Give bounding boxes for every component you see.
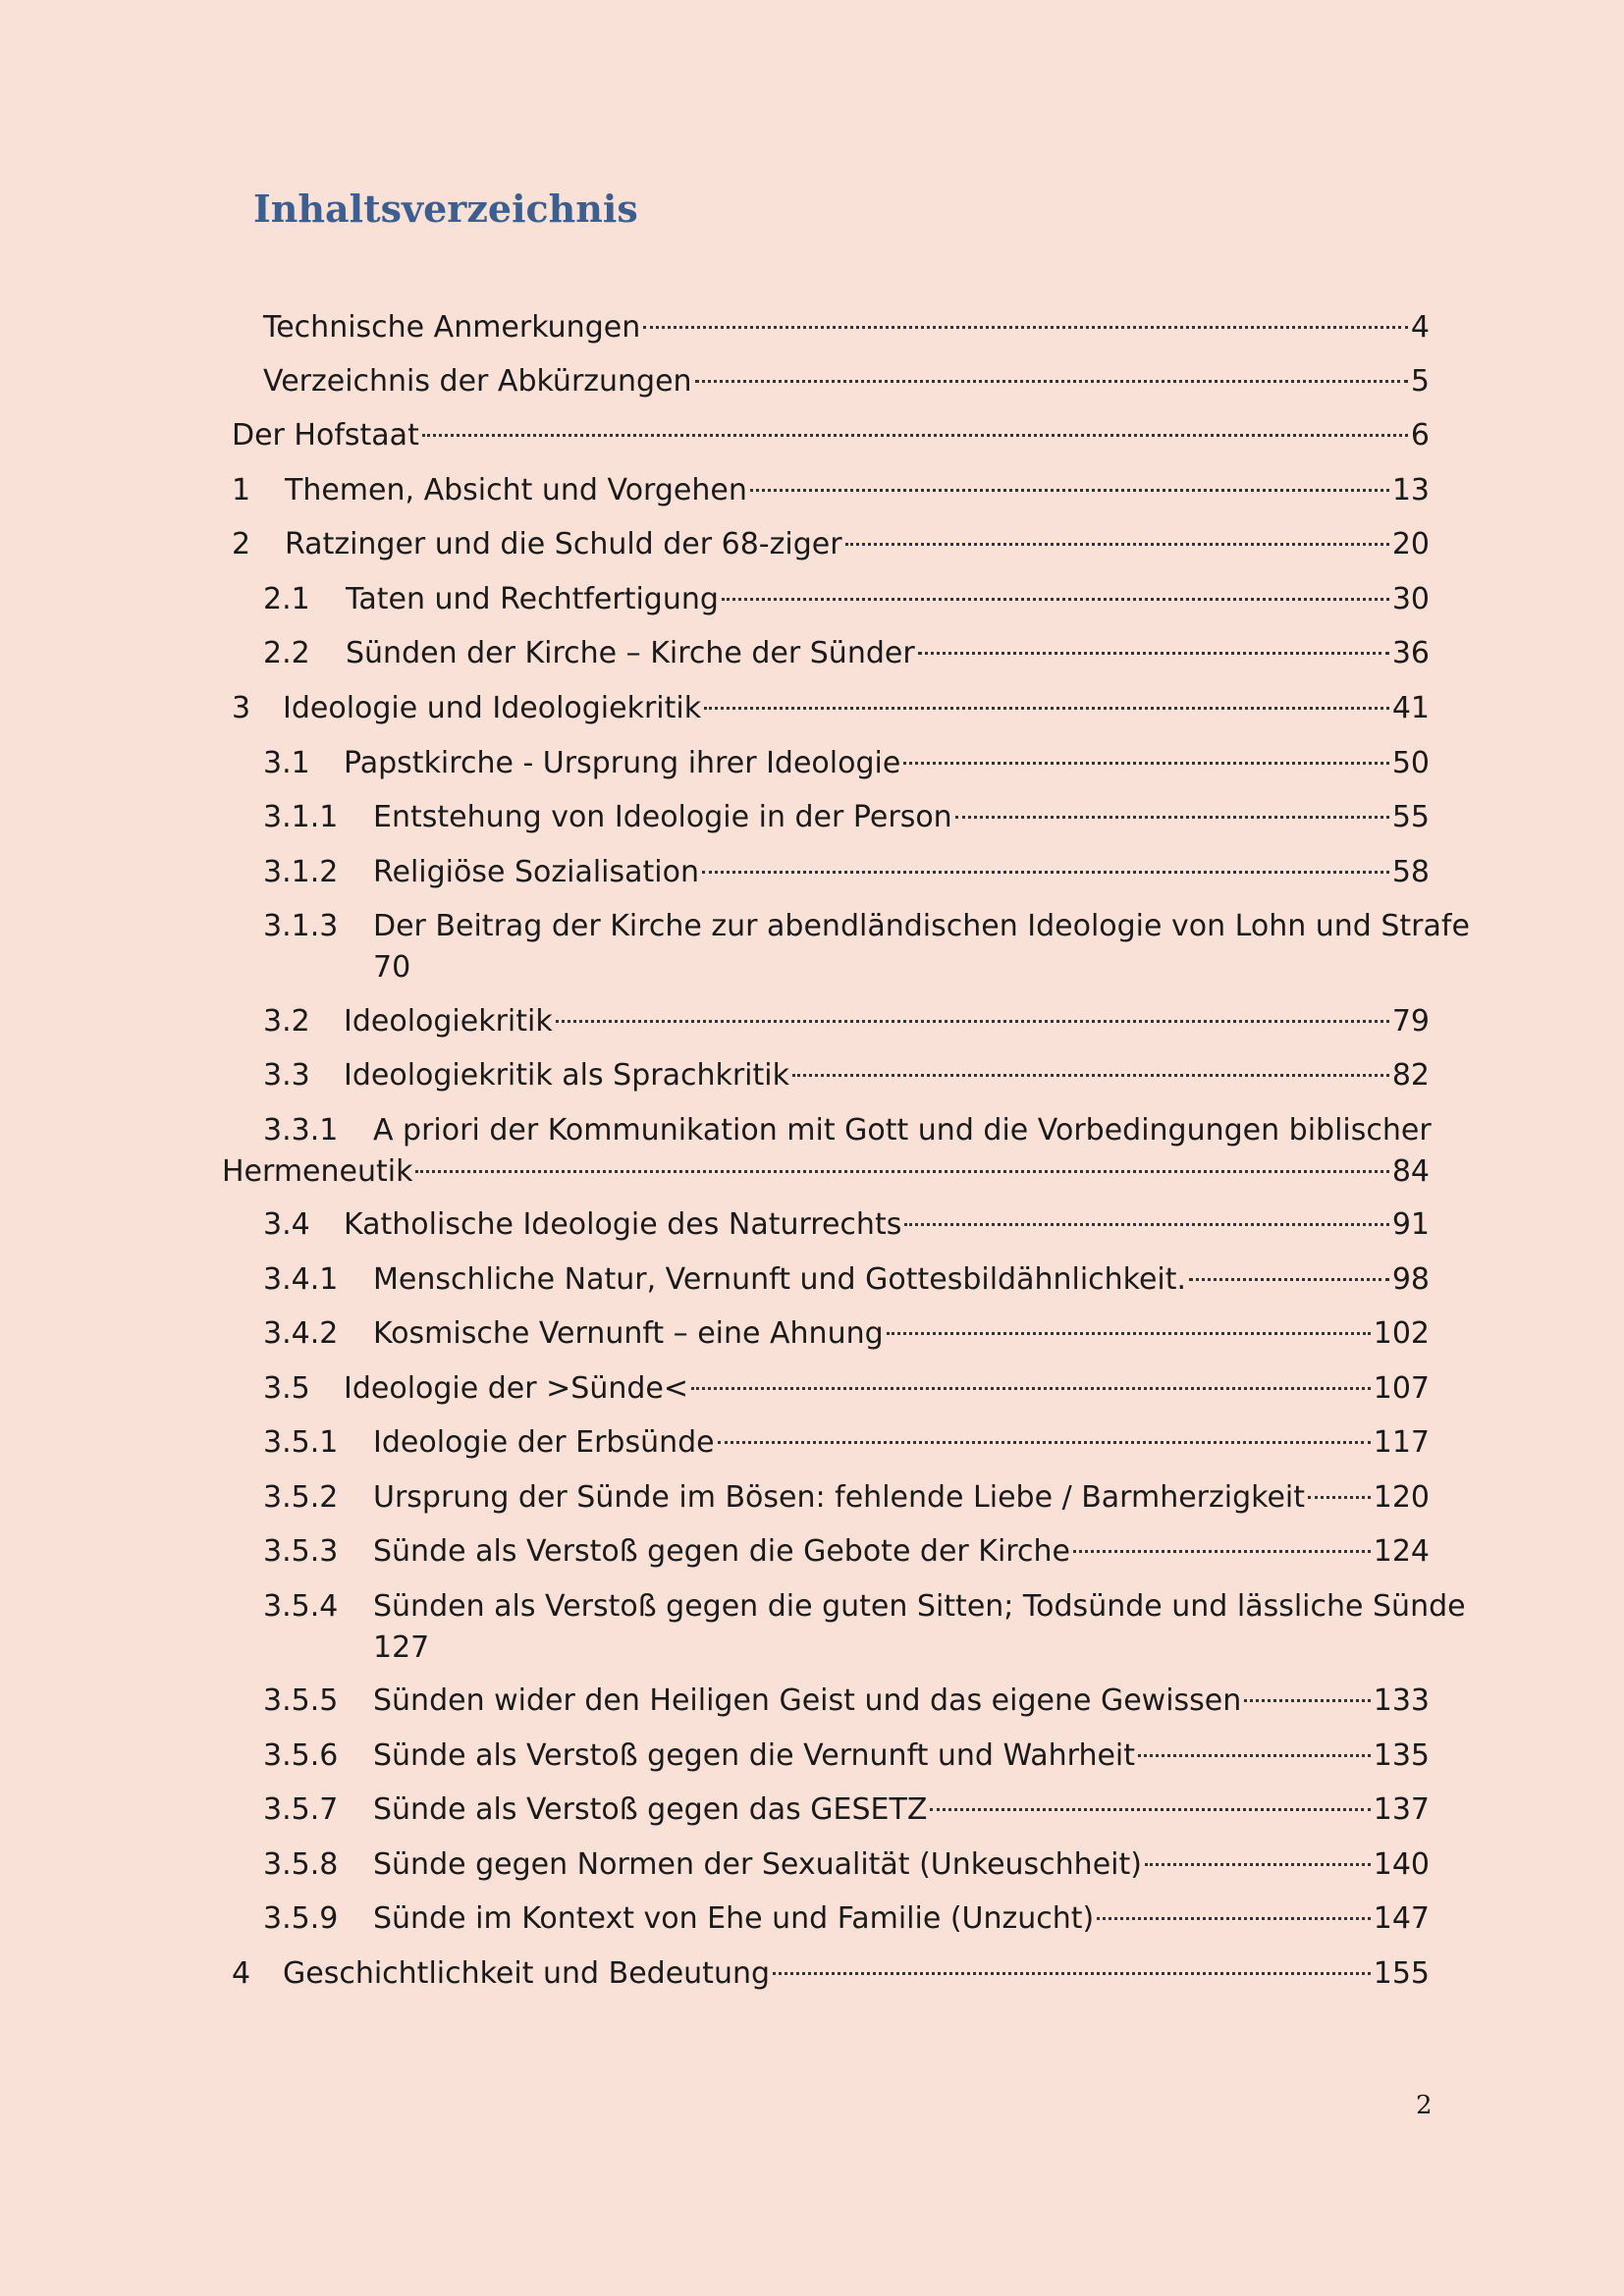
- leader-dots: [773, 1972, 1371, 1975]
- leader-dots: [695, 380, 1408, 383]
- toc-entry-number: 3.3: [263, 1058, 310, 1093]
- toc-entry-page: 6: [1410, 418, 1430, 453]
- toc-entry-text: Ideologie der Erbsünde: [373, 1425, 715, 1460]
- toc-entry-page: 70: [373, 950, 411, 985]
- toc-entry-text: Sünde im Kontext von Ehe und Familie (Unzucht): [373, 1901, 1095, 1936]
- toc-entry[interactable]: [0, 1581, 1624, 1670]
- toc-entry[interactable]: [0, 1105, 1624, 1194]
- toc-entry[interactable]: [0, 574, 1624, 625]
- toc-entry-page: 107: [1373, 1371, 1430, 1406]
- toc-entry-text: Kosmische Vernunft – eine Ahnung: [373, 1316, 884, 1351]
- toc-entry-text: Ideologie und Ideologiekritik: [283, 691, 702, 725]
- toc-entry[interactable]: [0, 356, 1624, 407]
- leader-dots: [1097, 1917, 1370, 1920]
- toc-entry-page: 30: [1391, 582, 1430, 616]
- toc-entry-page: 147: [1373, 1901, 1430, 1936]
- toc-entry-page: 13: [1391, 473, 1430, 507]
- toc-entry[interactable]: [0, 1200, 1624, 1251]
- toc-entry-number: 3.5.5: [263, 1683, 339, 1718]
- toc-entry[interactable]: [0, 410, 1624, 461]
- toc-entry[interactable]: [0, 996, 1624, 1047]
- toc-entry-page: 82: [1391, 1058, 1430, 1093]
- toc-entry[interactable]: [0, 1050, 1624, 1101]
- leader-dots: [955, 816, 1389, 819]
- leader-dots: [887, 1332, 1371, 1335]
- leader-dots: [702, 871, 1389, 874]
- leader-dots: [1138, 1754, 1371, 1757]
- toc-entry-text: Ideologie der >Sünde<: [344, 1371, 688, 1406]
- toc-entry[interactable]: [0, 1472, 1624, 1523]
- toc-entry-number: 3.1: [263, 746, 310, 780]
- toc-entry-number: 3.5.4: [263, 1589, 339, 1624]
- toc-entry-page: 91: [1391, 1207, 1430, 1242]
- toc-entry[interactable]: [0, 465, 1624, 516]
- toc-entry-number: 3.1.3: [263, 909, 339, 943]
- toc-entry-text: Ideologiekritik als Sprachkritik: [344, 1058, 789, 1093]
- leader-dots: [750, 489, 1389, 492]
- toc-entry[interactable]: [0, 1363, 1624, 1415]
- toc-entry-text: Ideologiekritik: [344, 1004, 553, 1039]
- toc-entry-text: Sünden wider den Heiligen Geist und das eigene Gewissen: [373, 1683, 1242, 1718]
- toc-entry[interactable]: [0, 792, 1624, 843]
- toc-entry-number: 3.5.9: [263, 1901, 339, 1936]
- toc-entry-number: 3.4.2: [263, 1316, 339, 1351]
- toc-entry-text: Sünden der Kirche – Kirche der Sünder: [346, 636, 915, 670]
- toc-entry-number: 3.1.2: [263, 855, 339, 889]
- toc-entry-text: Sünde gegen Normen der Sexualität (Unkeuschheit): [373, 1847, 1142, 1882]
- toc-entry-number: 3: [232, 691, 251, 725]
- leader-dots: [845, 543, 1389, 546]
- leader-dots: [1244, 1699, 1370, 1702]
- toc-entry-page: 36: [1391, 636, 1430, 670]
- leader-dots: [422, 434, 1408, 437]
- toc-entry-text: Ursprung der Sünde im Bösen: fehlende Liebe / Barmherzigkeit: [373, 1480, 1305, 1515]
- toc-entry-page: 4: [1410, 310, 1430, 345]
- leader-dots: [718, 1441, 1371, 1444]
- toc-entry-number: 3.5.1: [263, 1425, 339, 1460]
- toc-entry-number: 3.5.8: [263, 1847, 339, 1882]
- leader-dots: [1308, 1496, 1371, 1499]
- toc-entry[interactable]: [0, 901, 1624, 989]
- leader-dots: [930, 1808, 1370, 1811]
- toc-entry-text: Der Hofstaat: [232, 418, 419, 453]
- toc-entry-number: 1: [232, 473, 251, 507]
- toc-entry[interactable]: [0, 519, 1624, 570]
- toc-entry-text: Papstkirche - Ursprung ihrer Ideologie: [344, 746, 901, 780]
- toc-entry[interactable]: [0, 302, 1624, 353]
- leader-dots: [904, 1223, 1388, 1226]
- toc-entry-text: Der Beitrag der Kirche zur abendländischen Ideologie von Lohn und Strafe: [373, 909, 1470, 943]
- toc-entry-page: 84: [1391, 1154, 1430, 1189]
- toc-entry[interactable]: [0, 1840, 1624, 1891]
- toc-entry-page: 127: [373, 1630, 430, 1665]
- leader-dots: [1189, 1278, 1389, 1281]
- toc-entry-text: Sünde als Verstoß gegen das GESETZ: [373, 1792, 928, 1827]
- toc-entry-number: 3.4.1: [263, 1262, 339, 1297]
- toc-entry[interactable]: [0, 1255, 1624, 1306]
- toc-entry[interactable]: [0, 1894, 1624, 1945]
- toc-entry-page: 79: [1391, 1004, 1430, 1039]
- toc-entry[interactable]: [0, 1949, 1624, 2000]
- toc-entry-page: 102: [1373, 1316, 1430, 1351]
- toc-entry-text: Sünde als Verstoß gegen die Gebote der Kirche: [373, 1534, 1070, 1569]
- toc-entry-number: 3.1.1: [263, 800, 339, 834]
- toc-entry-number: 3.5.6: [263, 1738, 339, 1773]
- toc-title: Inhaltsverzeichnis: [253, 187, 638, 231]
- toc-entry-page: 50: [1391, 746, 1430, 780]
- leader-dots: [792, 1074, 1389, 1077]
- toc-entry-text: Menschliche Natur, Vernunft und Gottesbildähnlichkeit.: [373, 1262, 1187, 1297]
- leader-dots: [704, 707, 1389, 710]
- toc-entry-page: 155: [1373, 1956, 1430, 1991]
- toc-entry-page: 98: [1391, 1262, 1430, 1297]
- toc-entry[interactable]: [0, 683, 1624, 734]
- toc-entry-page: 55: [1391, 800, 1430, 834]
- toc-entry-number: 2.1: [263, 582, 310, 616]
- toc-entry-page: 20: [1391, 527, 1430, 561]
- toc-entry[interactable]: [0, 1417, 1624, 1468]
- toc-entry-number: 3.5.7: [263, 1792, 339, 1827]
- toc-entry-page: 140: [1373, 1847, 1430, 1882]
- toc-entry-text: Technische Anmerkungen: [263, 310, 641, 345]
- toc-entry-text: A priori der Kommunikation mit Gott und die Vorbedingungen biblischer: [373, 1113, 1432, 1148]
- toc-entry[interactable]: [0, 1526, 1624, 1577]
- toc-entry-number: 3.5.3: [263, 1534, 339, 1569]
- toc-entry-page: 133: [1373, 1683, 1430, 1718]
- toc-entry-text: Entstehung von Ideologie in der Person: [373, 800, 952, 834]
- toc-entry[interactable]: [0, 847, 1624, 898]
- toc-entry-number: 3.5: [263, 1371, 310, 1406]
- leader-dots: [643, 326, 1408, 329]
- leader-dots: [1145, 1863, 1371, 1866]
- toc-entry-page: 117: [1373, 1425, 1430, 1460]
- toc-entry[interactable]: [0, 1731, 1624, 1782]
- page-number: 2: [1416, 2091, 1433, 2120]
- leader-dots: [415, 1170, 1388, 1173]
- toc-entry-text-continued: Hermeneutik: [222, 1154, 413, 1189]
- toc-entry-number: 4: [232, 1956, 251, 1991]
- toc-entry[interactable]: [0, 1676, 1624, 1727]
- toc-entry-text: Verzeichnis der Abkürzungen: [263, 364, 692, 399]
- toc-entry-text: Religiöse Sozialisation: [373, 855, 699, 889]
- toc-entry-page: 137: [1373, 1792, 1430, 1827]
- toc-entry-page: 124: [1373, 1534, 1430, 1569]
- toc-entry-page: 135: [1373, 1738, 1430, 1773]
- toc-entry[interactable]: [0, 738, 1624, 789]
- toc-entry-text: Sünden als Verstoß gegen die guten Sitten; Todsünde und lässliche Sünde: [373, 1589, 1466, 1624]
- leader-dots: [691, 1387, 1371, 1390]
- toc-entry-number: 3.5.2: [263, 1480, 339, 1515]
- toc-entry-text: Sünde als Verstoß gegen die Vernunft und Wahrheit: [373, 1738, 1136, 1773]
- leader-dots: [918, 652, 1389, 655]
- toc-entry-text: Taten und Rechtfertigung: [346, 582, 719, 616]
- toc-entry-number: 3.2: [263, 1004, 310, 1039]
- leader-dots: [1073, 1550, 1371, 1553]
- toc-entry[interactable]: [0, 1785, 1624, 1836]
- leader-dots: [556, 1020, 1389, 1023]
- toc-entry-page: 120: [1373, 1480, 1430, 1515]
- toc-entry-page: 58: [1391, 855, 1430, 889]
- toc-entry[interactable]: [0, 1308, 1624, 1360]
- leader-dots: [722, 598, 1389, 601]
- toc-entry-text: Katholische Ideologie des Naturrechts: [344, 1207, 902, 1242]
- toc-entry-page: 5: [1410, 364, 1430, 399]
- toc-entry-number: 3.3.1: [263, 1113, 339, 1148]
- leader-dots: [903, 762, 1389, 765]
- toc-entry-number: 2: [232, 527, 251, 561]
- toc-entry[interactable]: [0, 628, 1624, 679]
- toc-entry-text: Ratzinger und die Schuld der 68-ziger: [285, 527, 842, 561]
- toc-entry-text: Themen, Absicht und Vorgehen: [285, 473, 747, 507]
- toc-entry-page: 41: [1391, 691, 1430, 725]
- toc-entry-number: 3.4: [263, 1207, 310, 1242]
- toc-entry-text: Geschichtlichkeit und Bedeutung: [283, 1956, 771, 1991]
- toc-entry-number: 2.2: [263, 636, 310, 670]
